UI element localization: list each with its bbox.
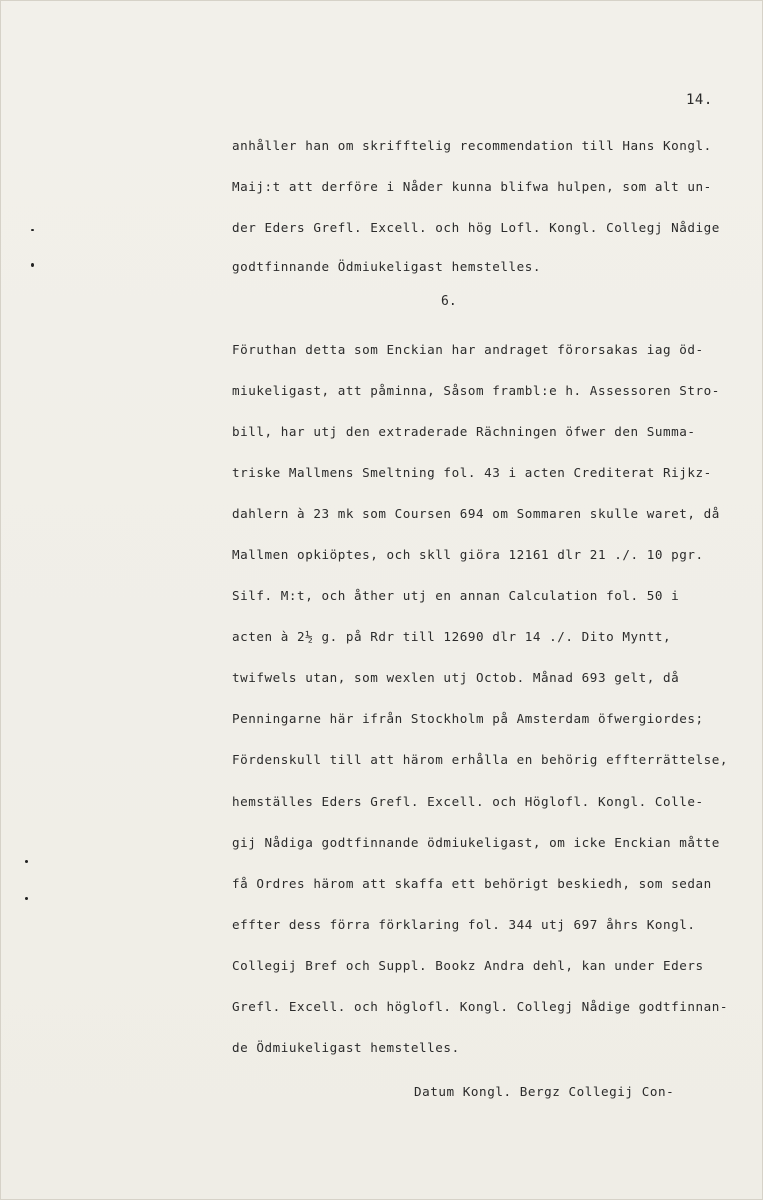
text-line: Silf. M:t, och åther utj en annan Calculation fol. 50 i — [232, 588, 680, 603]
text-line: hemställes Eders Grefl. Excell. och Höglofl. Kongl. Colle- — [232, 794, 704, 809]
text-line: Grefl. Excell. och höglofl. Kongl. Collegj Nådige godtfinnan- — [232, 999, 729, 1014]
text-line: Mallmen opkiöptes, och skll giöra 12161 dlr 21 ./. 10 pgr. — [232, 547, 704, 562]
margin-speck — [25, 860, 28, 863]
page-number: 14. — [686, 92, 713, 108]
text-line: acten à 2½ g. på Rdr till 12690 dlr 14 ./. Dito Myntt, — [232, 629, 672, 644]
section-heading: 6. — [441, 294, 457, 309]
text-line: Penningarne här ifrån Stockholm på Amsterdam öfwergiordes; — [232, 711, 704, 726]
text-line: twifwels utan, som wexlen utj Octob. Månad 693 gelt, då — [232, 670, 680, 685]
text-line: anhåller han om skrifftelig recommendation till Hans Kongl. — [232, 138, 712, 153]
text-line: Maij:t att derföre i Nåder kunna blifwa hulpen, som alt un- — [232, 179, 712, 194]
text-line: Fördenskull till att härom erhålla en behörig effterrättelse, — [232, 752, 729, 767]
text-line: der Eders Grefl. Excell. och hög Lofl. Kongl. Collegj Nådige — [232, 220, 720, 235]
closing-line: Datum Kongl. Bergz Collegij Con- — [414, 1084, 675, 1099]
text-line: godtfinnande Ödmiukeligast hemstelles. — [232, 259, 542, 274]
margin-speck — [31, 229, 34, 231]
margin-speck — [31, 263, 34, 267]
text-line: de Ödmiukeligast hemstelles. — [232, 1040, 460, 1055]
text-line: Föruthan detta som Enckian har andraget förorsakas iag öd- — [232, 342, 704, 357]
text-line: effter dess förra förklaring fol. 344 utj 697 åhrs Kongl. — [232, 917, 696, 932]
text-line: Collegij Bref och Suppl. Bookz Andra dehl, kan under Eders — [232, 958, 704, 973]
text-line: dahlern à 23 mk som Coursen 694 om Sommaren skulle waret, då — [232, 506, 720, 521]
text-line: miukeligast, att påminna, Såsom frambl:e h. Assessoren Stro- — [232, 383, 720, 398]
text-line: bill, har utj den extraderade Rächningen öfwer den Summa- — [232, 424, 696, 439]
text-line: triske Mallmens Smeltning fol. 43 i acten Crediterat Rijkz- — [232, 465, 712, 480]
text-line: få Ordres härom att skaffa ett behörigt beskiedh, som sedan — [232, 876, 712, 891]
text-line: gij Nådiga godtfinnande ödmiukeligast, om icke Enckian måtte — [232, 835, 720, 850]
margin-speck — [25, 897, 28, 900]
